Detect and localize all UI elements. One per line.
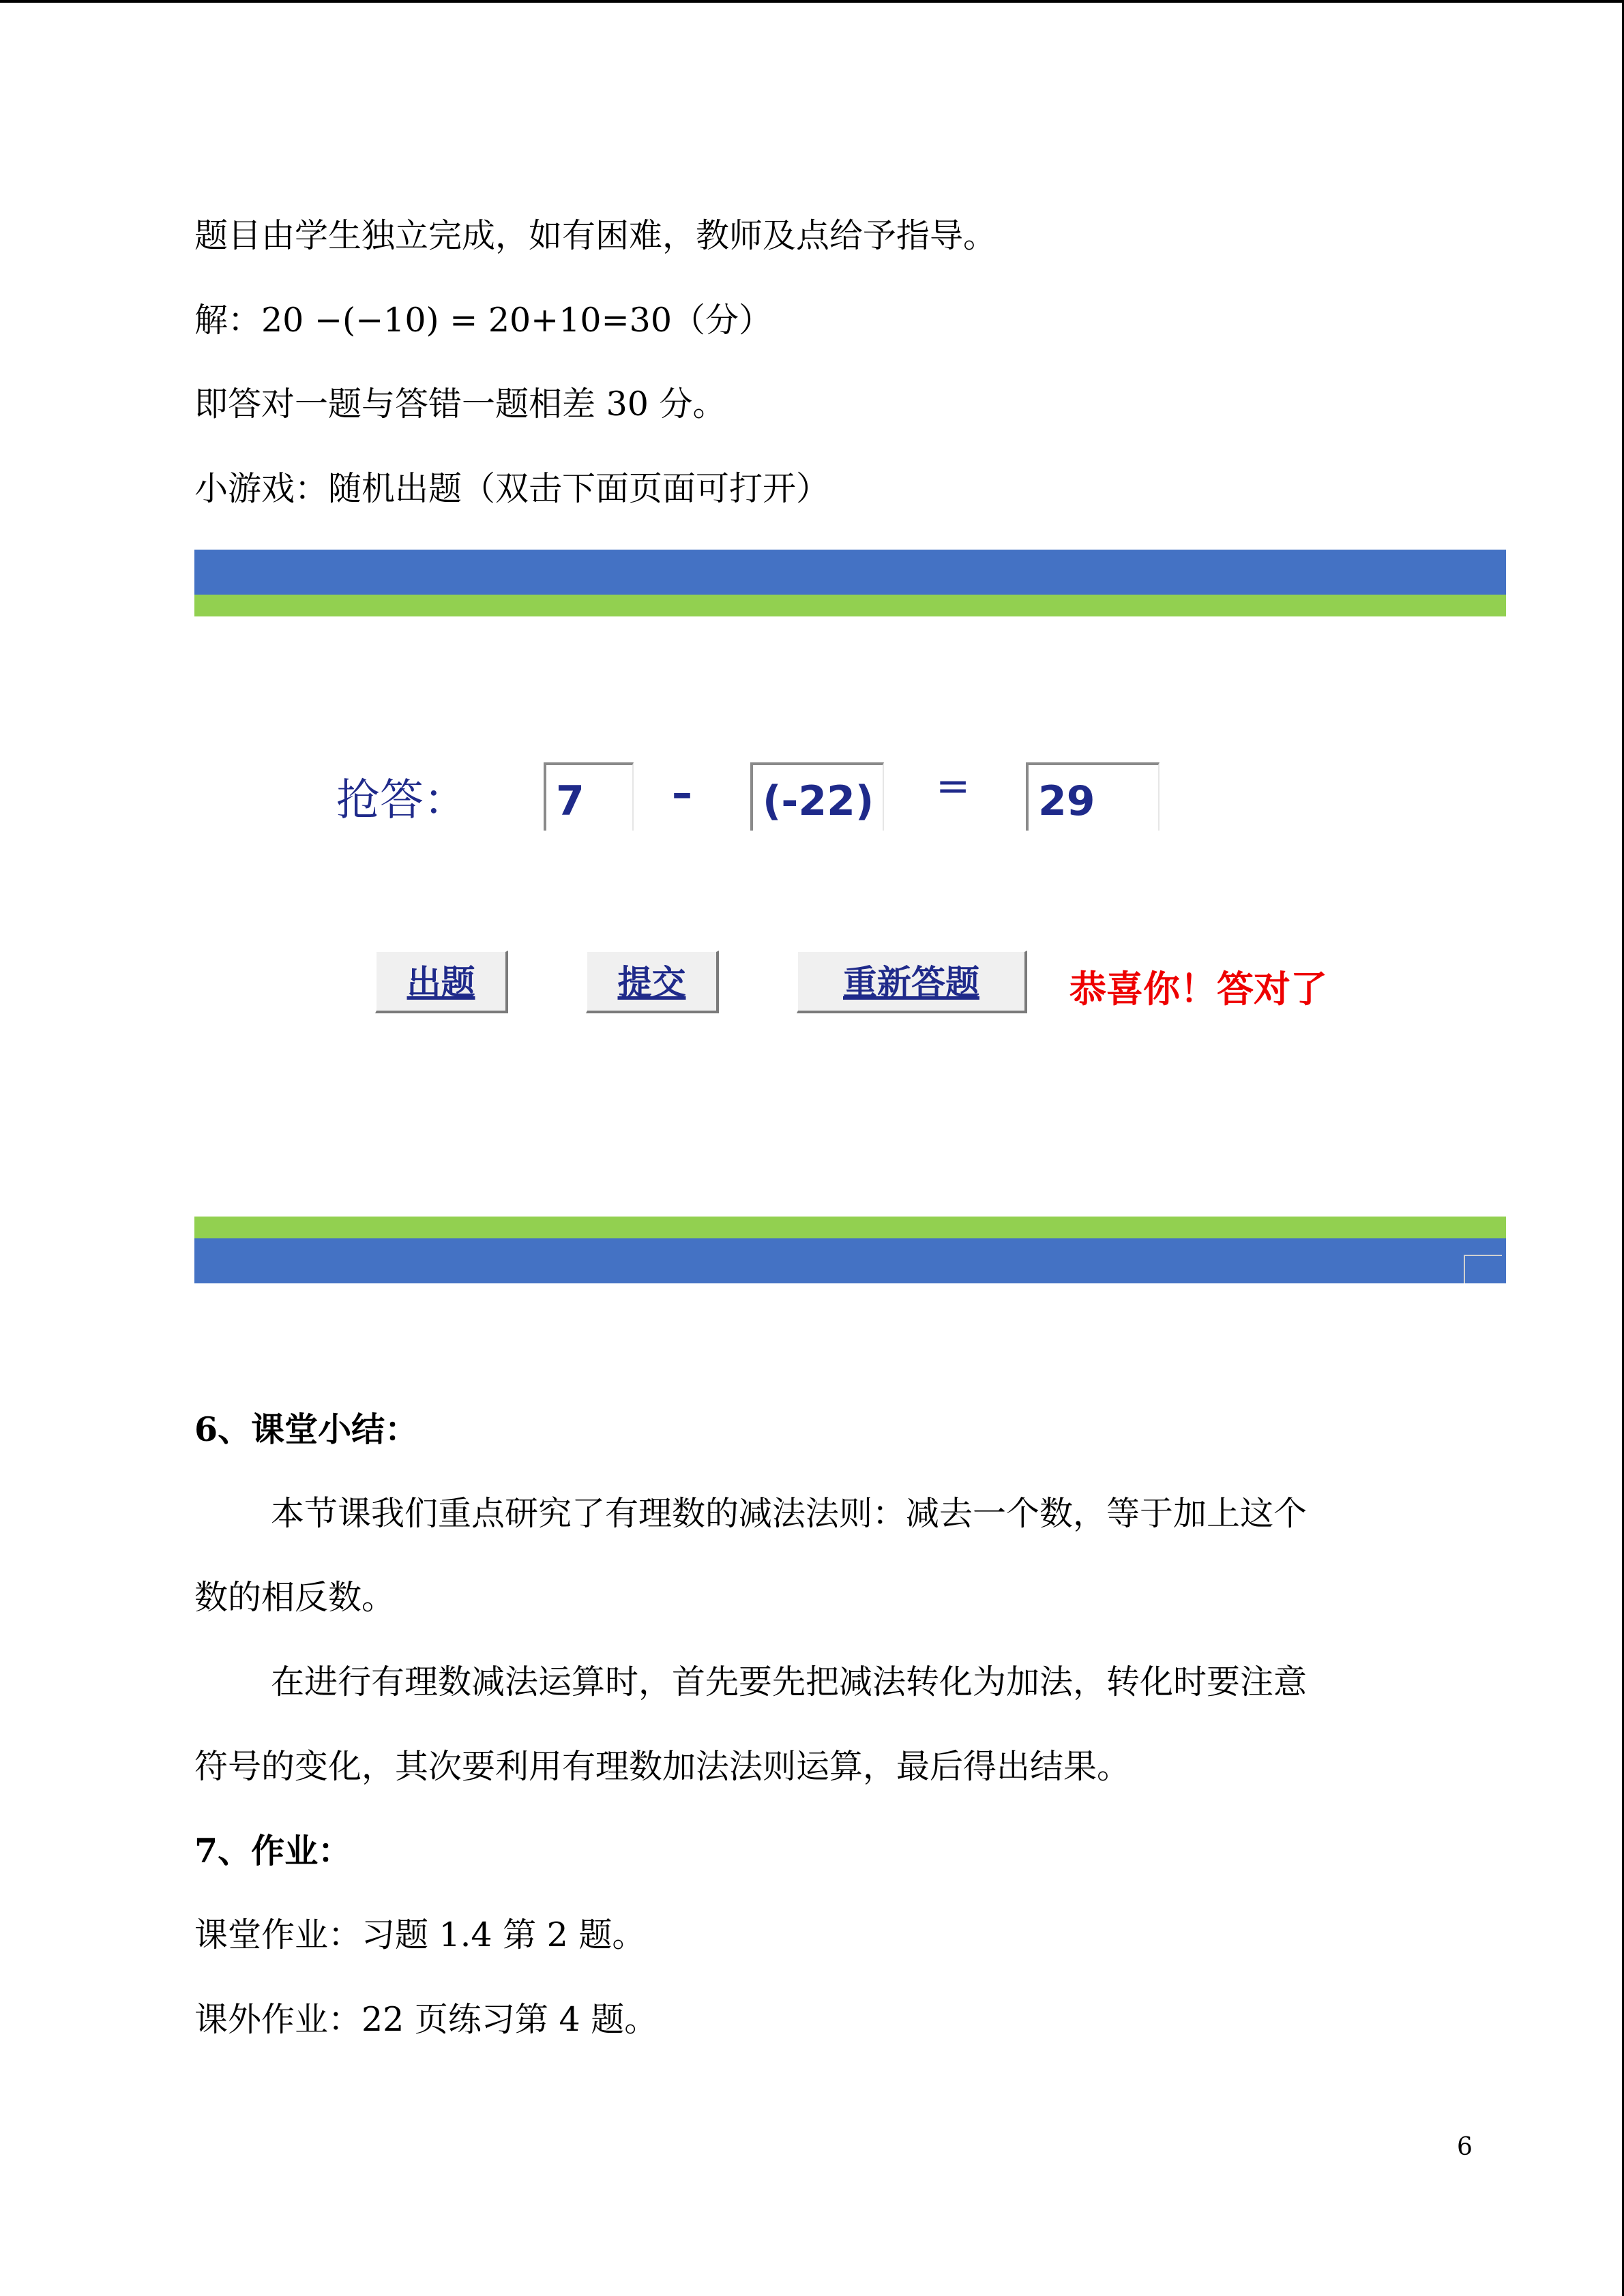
top-border (0, 0, 1624, 3)
summary-para1-line2: 数的相反数。 (194, 1578, 396, 1617)
second-operand-field[interactable]: (-22) (750, 762, 884, 831)
solution-line: 解：20 −(−10) = 20+10=30（分） (194, 301, 772, 340)
minus-operator: – (672, 769, 692, 817)
summary-heading: 6、课堂小结： (194, 1410, 419, 1449)
bottom-green-band (194, 1217, 1506, 1238)
first-operand-field[interactable]: 7 (544, 762, 634, 831)
top-green-band (194, 595, 1506, 616)
homework-heading: 7、作业： (194, 1831, 352, 1870)
extracurricular-line: 课外作业：22 页练习第 4 题。 (194, 2000, 658, 2039)
top-blue-band (194, 550, 1506, 595)
quiz-label: 抢答： (336, 775, 467, 826)
summary-para1-line1: 本节课我们重点研究了有理数的减法法则：减去一个数，等于加上这个 (271, 1494, 1308, 1533)
retry-button[interactable]: 重新答题 (797, 951, 1027, 1013)
page-number: 6 (1457, 2133, 1473, 2161)
summary-para2-line2: 符号的变化，其次要利用有理数加法法则运算，最后得出结果。 (194, 1747, 1131, 1786)
game-intro-line: 小游戏：随机出题（双击下面页面可打开） (194, 469, 830, 508)
summary-para2-line1: 在进行有理数减法运算时，首先要先把减法转化为加法，转化时要注意 (271, 1663, 1308, 1701)
equals-sign: = (936, 762, 971, 810)
resize-handle[interactable] (1464, 1255, 1502, 1283)
new-question-button[interactable]: 出题 (375, 951, 508, 1013)
conclusion-line: 即答对一题与答错一题相差 30 分。 (194, 385, 726, 423)
instruction-line: 题目由学生独立完成，如有困难，教师及点给予指导。 (194, 216, 997, 255)
submit-button[interactable]: 提交 (586, 951, 719, 1013)
classwork-line: 课堂作业：习题 1.4 第 2 题。 (194, 1915, 646, 1954)
bottom-blue-band (194, 1238, 1506, 1283)
answer-field[interactable]: 29 (1026, 762, 1160, 831)
feedback-message: 恭喜你！答对了 (1069, 968, 1327, 1011)
